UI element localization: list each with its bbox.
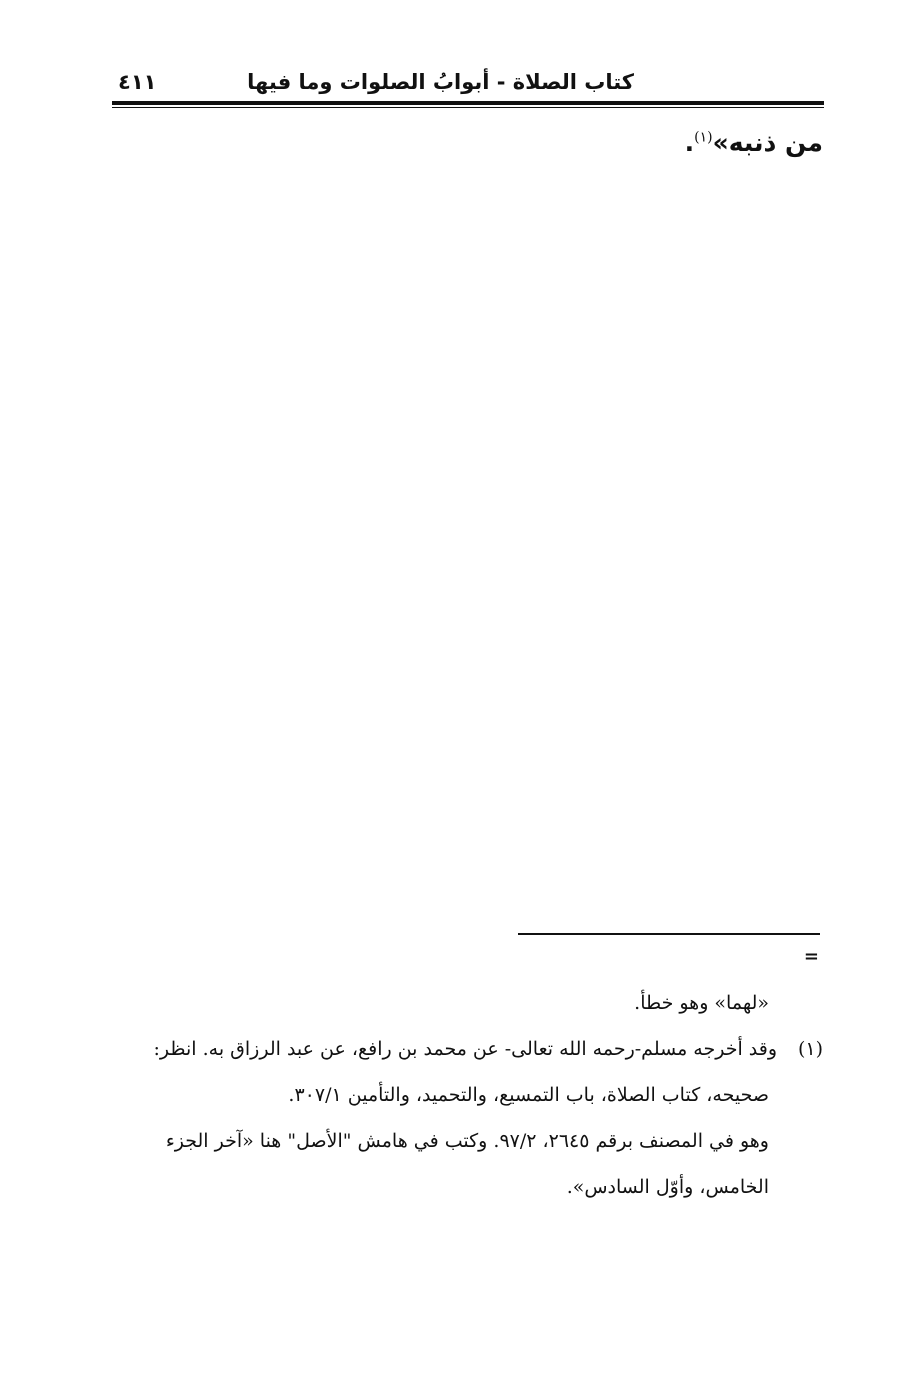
footnote-1-text-1: وقد أخرجه مسلم-رحمه الله تعالى- عن محمد بن رافع، عن عبد الرزاق به. انظر:: [153, 1038, 777, 1060]
end-punctuation: .: [684, 128, 695, 157]
footnote-number: (١): [797, 1038, 823, 1060]
footnote-reference: (١): [694, 129, 713, 146]
page-header: [112, 64, 824, 104]
footnote-1-line-1: [111, 1026, 823, 1072]
running-title: كتاب الصلاة - أبوابُ الصلوات وما فيها: [247, 70, 634, 94]
header-rule-thin: [112, 107, 824, 108]
page-number: ٤١١: [118, 70, 157, 94]
main-text-content: من ذنبه»: [712, 128, 823, 157]
footnote-1-line-3: وهو في المصنف برقم ٢٦٤٥، ٩٧/٢. وكتب في هامش "الأصل" هنا «آخر الجزء: [165, 1130, 769, 1152]
header-rule: [112, 101, 824, 105]
footnote-continued-line: «لهما» وهو خطأ.: [634, 992, 769, 1014]
footnote-1-line-2: صحيحه، كتاب الصلاة، باب التمسيع، والتحميد، والتأمين ٣٠٧/١.: [288, 1084, 769, 1106]
continuation-mark: =: [803, 946, 819, 967]
main-text: [685, 128, 823, 157]
footnote-separator: [518, 933, 820, 935]
footnotes: [111, 980, 823, 1210]
footnote-1-line-4: الخامس، وأوّل السادس».: [566, 1176, 769, 1198]
